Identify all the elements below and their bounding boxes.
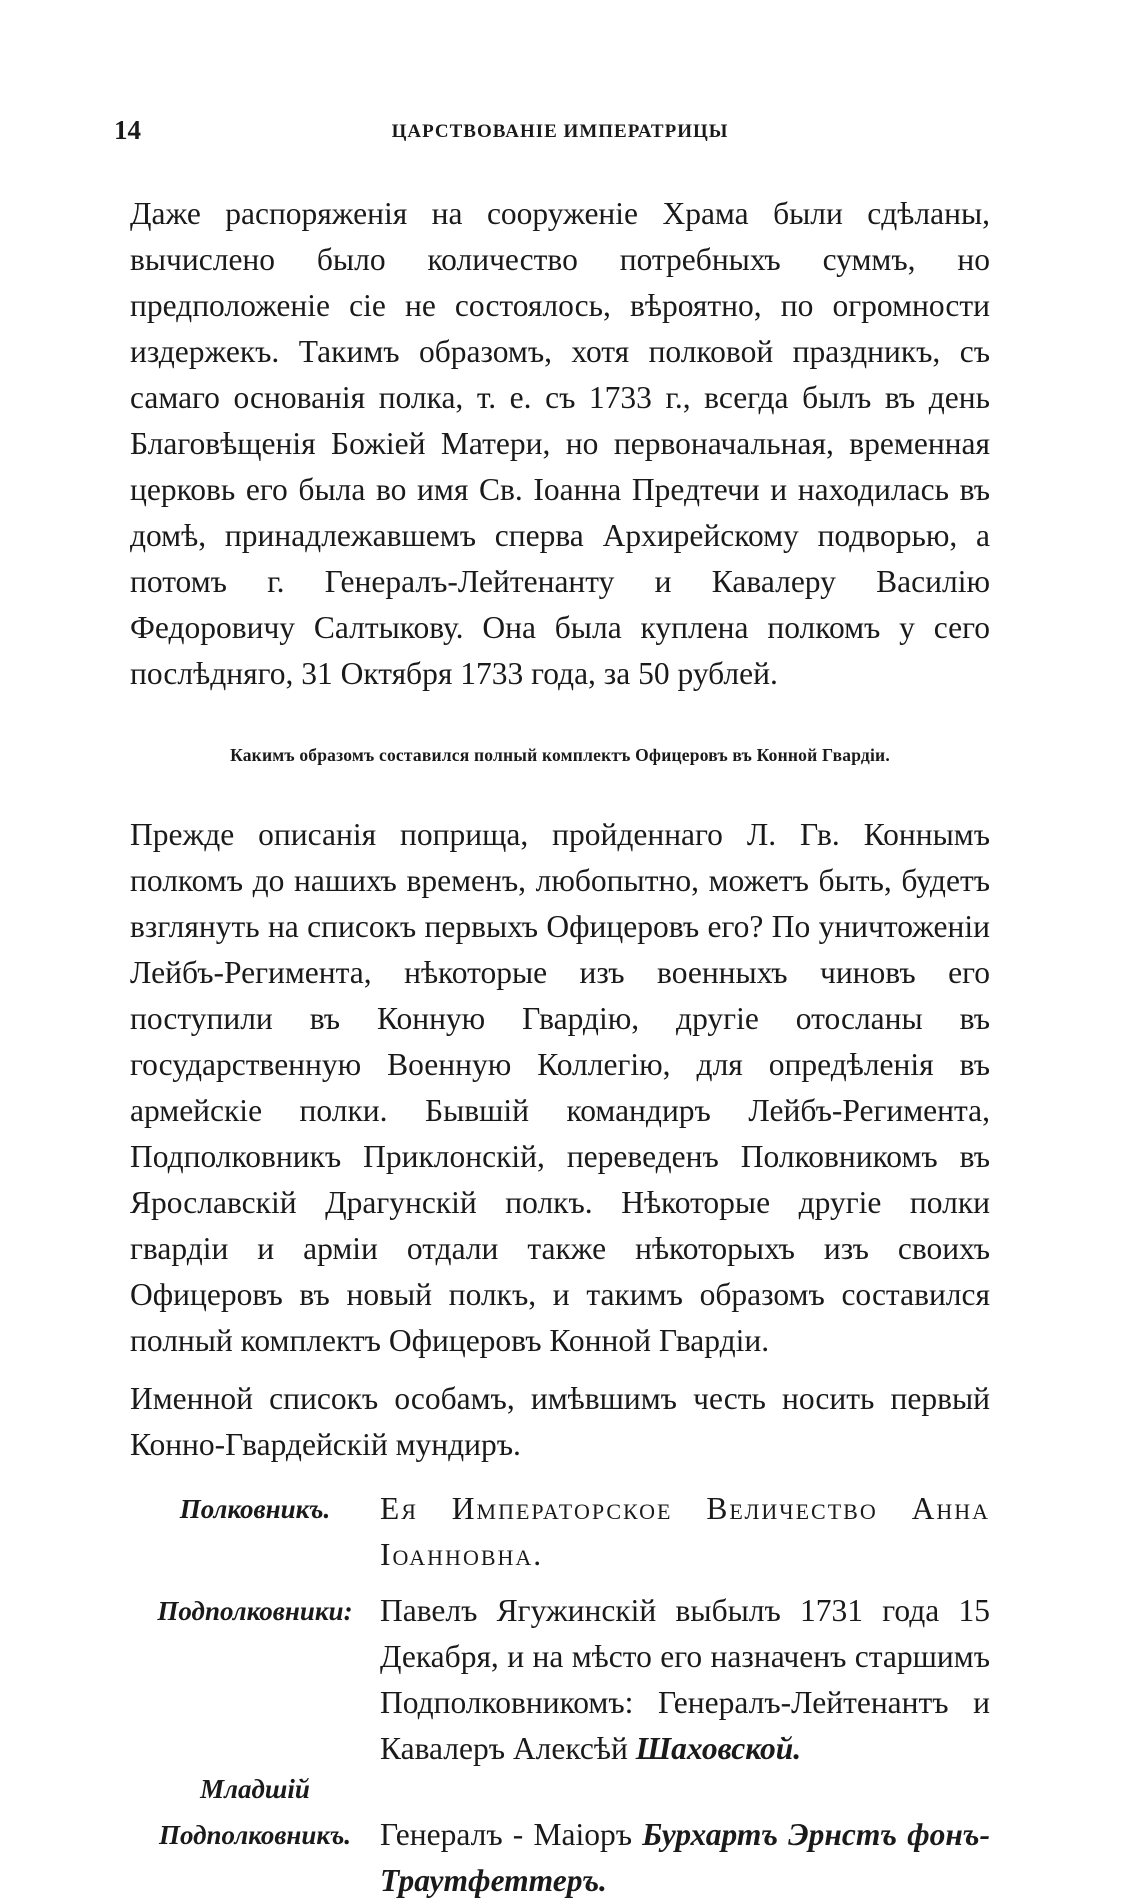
roster-row-lieutenant-colonels: [130, 1588, 990, 1772]
roster-entry: Ея Императорское Величество Анна Іоанновна.: [380, 1491, 990, 1572]
roster-row-colonel: [130, 1486, 990, 1578]
officer-name: Бурхартъ Эрнстъ фонъ-Траутфеттеръ.: [380, 1817, 990, 1898]
running-head: [114, 115, 990, 155]
paragraph-church: Даже распоряженія на сооруженіе Храма были сдѣланы, вычислено было количество потребныхъ суммъ, но предположеніе сіе не состоялось, вѣроятно, по огромности издержекъ. Такимъ образомъ, хотя полковой праздникъ, съ самаго основанія полка, т. е. съ 1733 г., всегда былъ въ день Благовѣщенія Божіей Матери, но первоначальная, временная церковь его была во имя Св. Іоанна Предтечи и находилась въ домѣ, принадлежавшемъ сперва Архирейскому подворью, а потомъ г. Генералъ-Лейтенанту и Кавалеру Василію Федоровичу Салтыкову. Она была куплена полкомъ у сего послѣдняго, 31 Октября 1733 года, за 50 рублей.: [130, 196, 990, 691]
page-number: 14: [114, 115, 141, 145]
paragraph-roster-intro: Именной списокъ особамъ, имѣвшимъ честь носить первый Конно-Гвардейскій мундиръ.: [130, 1381, 990, 1462]
paragraph-officers: Прежде описанія поприща, пройденнаго Л. Гв. Коннымъ полкомъ до нашихъ временъ, любопытно, можетъ быть, будетъ взглянуть на списокъ первыхъ Офицеровъ его? По уничтоженіи Лейбъ-Регимента, нѣкоторые изъ военныхъ чиновъ его поступили въ Конную Гвардію, другіе отосланы въ государственную Военную Коллегію, для опредѣленія въ армейскіе полки. Бывшій командиръ Лейбъ-Регимента, Подполковникъ Приклонскій, переведенъ Полковникомъ въ Ярославскій Драгунскій полкъ. Нѣкоторые другіе полки гвардіи и арміи отдали также нѣкоторыхъ изъ своихъ Офицеровъ въ новый полкъ, и такимъ образомъ составился полный комплектъ Офицеровъ Конной Гвардіи.: [130, 817, 990, 1358]
officer-roster: [130, 1486, 990, 1904]
entry-text: Генералъ - Маіоръ: [380, 1817, 643, 1852]
roster-entry: [380, 1588, 990, 1772]
entry-text: Павелъ Ягужинскій выбылъ 1731 года 15 Декабря, и на мѣсто его назначенъ старшимъ Подполковникомъ: Генералъ-Лейтенантъ и Кавалеръ Алексѣй: [380, 1593, 990, 1766]
rank-label: [130, 1766, 380, 1858]
rank-line: Младшій: [200, 1774, 310, 1804]
book-page: [114, 115, 990, 1904]
rank-label: Подполковники:: [157, 1596, 353, 1626]
officer-name: Шаховской.: [635, 1731, 802, 1766]
rank-line: Подполковникъ.: [158, 1820, 352, 1850]
roster-row-junior-lieutenant-colonel: [130, 1766, 990, 1904]
roster-entry: [380, 1766, 990, 1904]
running-title: ЦАРСТВОВАНІЕ ИМПЕРАТРИЦЫ: [391, 121, 729, 142]
section-heading: Какимъ образомъ составился полный комплектъ Офицеровъ въ Конной Гвардіи.: [230, 745, 890, 765]
rank-label: Полковникъ.: [179, 1494, 331, 1524]
